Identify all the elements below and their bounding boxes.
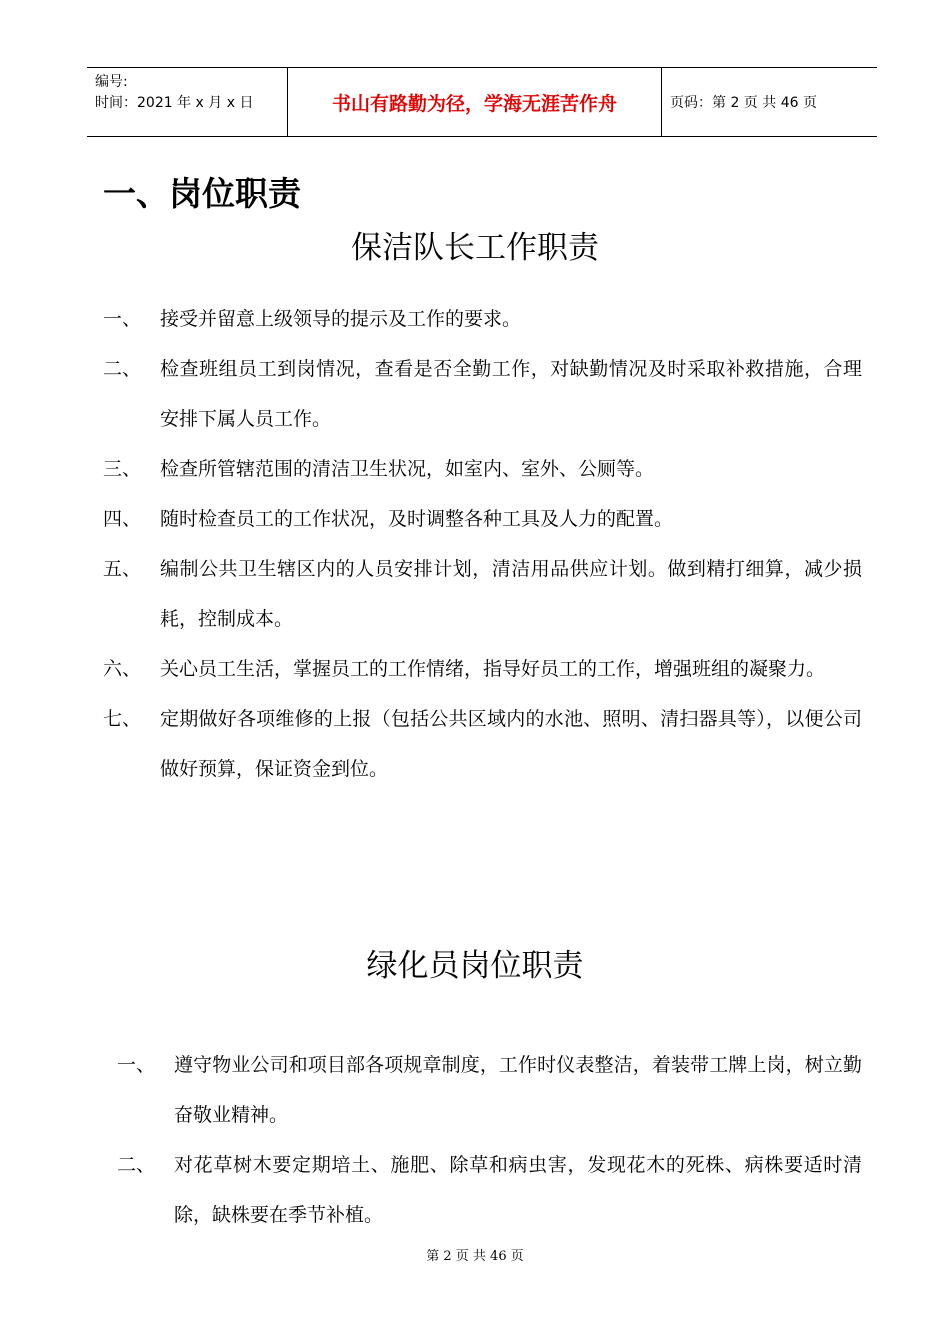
item-number: 一、 bbox=[103, 308, 142, 330]
item-text: 检查所管辖范围的清洁卫生状况，如室内、室外、公厕等。 bbox=[160, 458, 655, 480]
document-time-label: 时间：2021 年 x 月 x 日 bbox=[95, 95, 254, 111]
page-header bbox=[87, 67, 877, 137]
header-motto: 书山有路勤为径，学海无涯苦作舟 bbox=[288, 68, 662, 136]
item-number: 一、 bbox=[117, 1054, 156, 1076]
item-text: 遵守物业公司和项目部各项规章制度，工作时仪表整洁，着装带工牌上岗，树立勤奋敬业精神。 bbox=[174, 1054, 862, 1126]
item-number: 二、 bbox=[117, 1154, 156, 1176]
item-text: 定期做好各项维修的上报（包括公共区域内的水池、照明、清扫器具等），以便公司做好预算，保证资金到位。 bbox=[160, 708, 862, 780]
list-item bbox=[0, 494, 950, 544]
list-item bbox=[0, 644, 950, 694]
document-number-label: 编号: bbox=[95, 74, 128, 90]
list-item bbox=[0, 1040, 950, 1140]
section-title: 一、岗位职责 bbox=[103, 174, 301, 213]
item-text: 接受并留意上级领导的提示及工作的要求。 bbox=[160, 308, 522, 330]
list-item bbox=[0, 344, 950, 444]
item-number: 四、 bbox=[103, 508, 142, 530]
item-text: 检查班组员工到岗情况，查看是否全勤工作，对缺勤情况及时采取补救措施，合理安排下属人员工作。 bbox=[160, 358, 862, 430]
page-footer: 第 2 页 共 46 页 bbox=[426, 1249, 524, 1264]
cleaning-captain-duties-title: 保洁队长工作职责 bbox=[351, 230, 599, 266]
list-item bbox=[0, 544, 950, 644]
item-text: 随时检查员工的工作状况，及时调整各种工具及人力的配置。 bbox=[160, 508, 674, 530]
item-number: 六、 bbox=[103, 658, 142, 680]
item-number: 二、 bbox=[103, 358, 142, 380]
item-number: 五、 bbox=[103, 558, 142, 580]
item-number: 三、 bbox=[103, 458, 142, 480]
item-text: 关心员工生活，掌握员工的工作情绪，指导好员工的工作，增强班组的凝聚力。 bbox=[160, 658, 826, 680]
item-text: 对花草树木要定期培土、施肥、除草和病虫害，发现花木的死株、病株要适时清除，缺株要在季节补植。 bbox=[174, 1154, 862, 1226]
header-page-label: 页码：第 2 页 共 46 页 bbox=[670, 95, 817, 111]
item-text: 编制公共卫生辖区内的人员安排计划，清洁用品供应计划。做到精打细算，减少损耗，控制成本。 bbox=[160, 558, 862, 630]
greening-staff-duties-title: 绿化员岗位职责 bbox=[366, 948, 584, 984]
list-item bbox=[0, 694, 950, 794]
list-item bbox=[0, 1140, 950, 1240]
list-item bbox=[0, 444, 950, 494]
cleaning-captain-duties-list bbox=[0, 294, 950, 794]
greening-staff-duties-list bbox=[0, 1040, 950, 1240]
item-number: 七、 bbox=[103, 708, 142, 730]
list-item bbox=[0, 294, 950, 344]
header-meta bbox=[87, 68, 288, 136]
